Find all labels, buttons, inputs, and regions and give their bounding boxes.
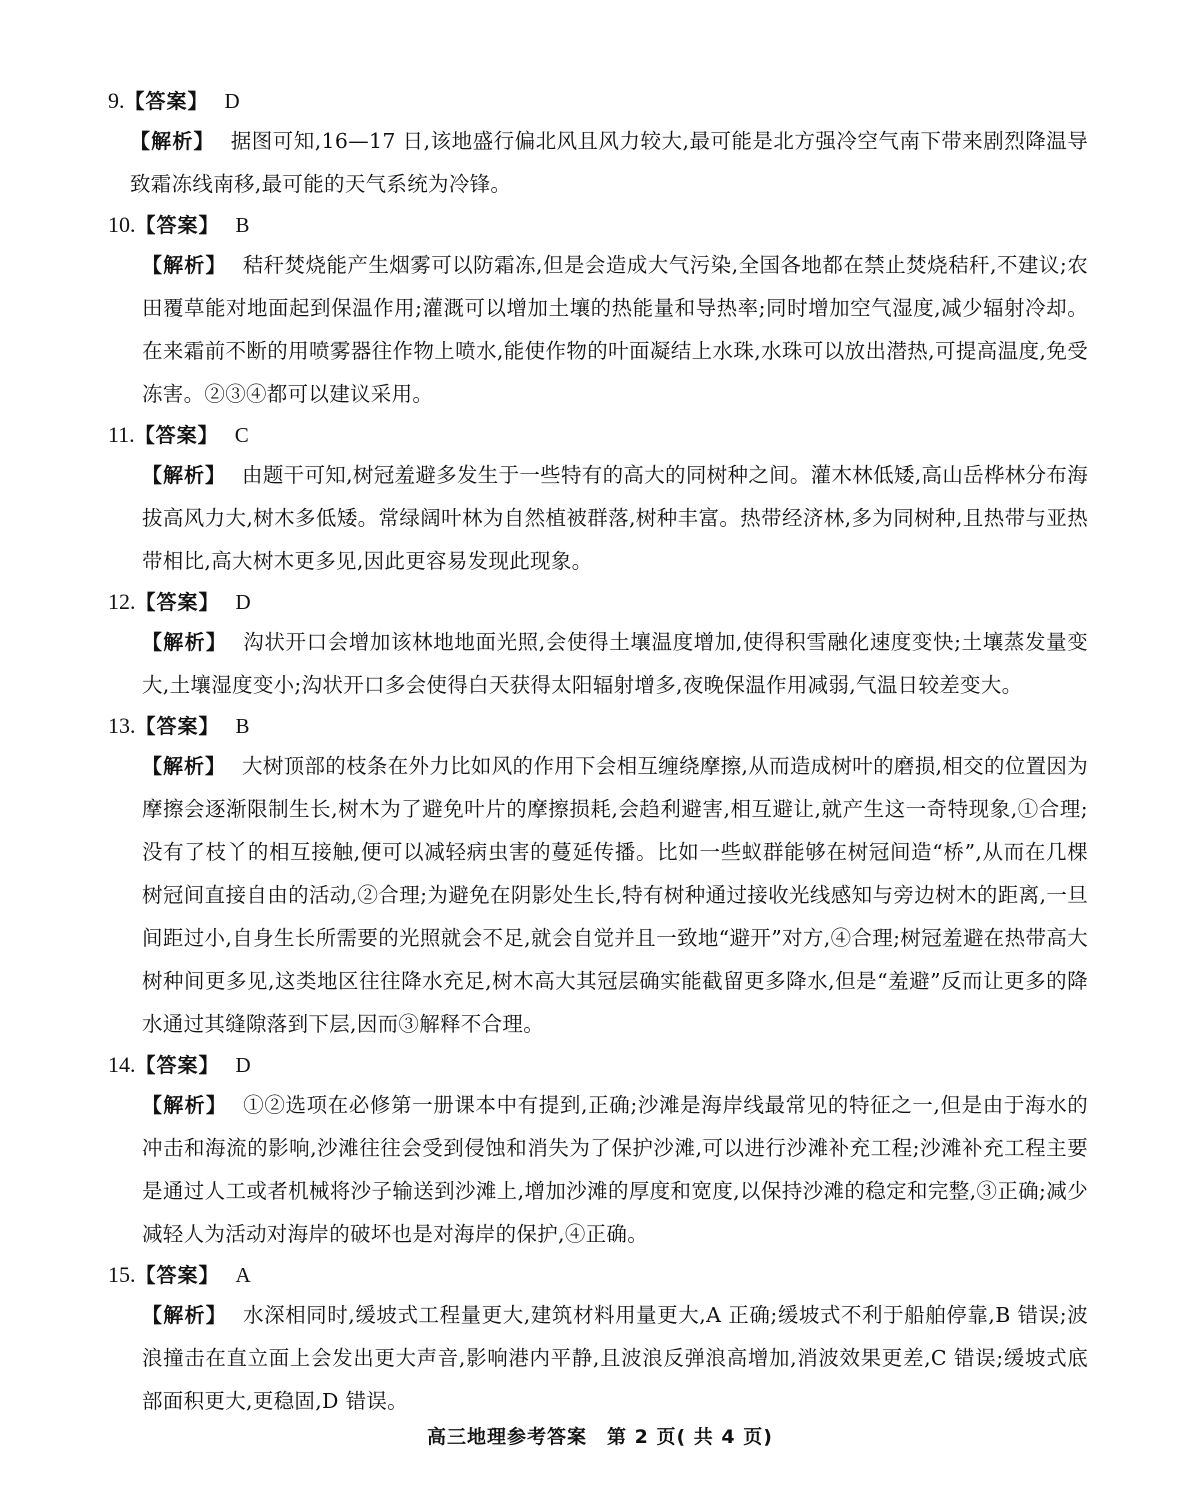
answer-choice: A	[235, 1263, 251, 1287]
answer-item-13	[108, 707, 1088, 1046]
question-number: 15.	[108, 1262, 136, 1287]
explanation-label: 【解析】	[142, 1093, 228, 1117]
explanation-paragraph	[108, 621, 1088, 707]
explanation-label: 【解析】	[142, 754, 227, 778]
question-number: 11.	[108, 422, 135, 447]
explanation-text: 沟状开口会增加该林地地面光照,会使得土壤温度增加,使得积雪融化速度变快;土壤蒸发量变大,土壤湿度变小;沟状开口多会使得白天获得太阳辐射增多,夜晚保温作用减弱,气温日较差变大。	[142, 630, 1088, 697]
answer-line	[108, 82, 1088, 120]
explanation-label: 【解析】	[142, 253, 227, 277]
answer-item-12	[108, 583, 1088, 707]
answer-label: 【答案】	[134, 423, 219, 447]
answer-choice: C	[234, 423, 249, 447]
question-number: 12.	[108, 589, 136, 614]
explanation-text: ①②选项在必修第一册课本中有提到,正确;沙滩是海岸线最常见的特征之一,但是由于海水的冲击和海流的影响,沙滩往往会受到侵蚀和消失为了保护沙滩,可以进行沙滩补充工程;沙滩补充工程主要是通过人工或者机械将沙子输送到沙滩上,增加沙滩的厚度和宽度,以保持沙滩的稳定和完整,③正确;减少减轻人为活动对海岸的破坏也是对海岸的保护,④正确。	[142, 1093, 1088, 1246]
question-number: 10.	[108, 212, 136, 237]
explanation-paragraph	[108, 244, 1088, 416]
answer-line	[108, 707, 1088, 745]
answer-item-9	[108, 82, 1088, 206]
explanation-paragraph	[108, 120, 1088, 206]
question-number: 9.	[108, 88, 125, 113]
answer-line	[108, 206, 1088, 244]
answer-item-15	[108, 1256, 1088, 1423]
explanation-paragraph	[108, 454, 1088, 583]
answer-line	[108, 583, 1088, 621]
answer-line	[108, 1256, 1088, 1294]
answer-label: 【答案】	[135, 1053, 220, 1077]
answer-label: 【答案】	[124, 89, 209, 113]
answer-item-11	[108, 416, 1088, 583]
answer-label: 【答案】	[135, 590, 220, 614]
answer-line	[108, 416, 1088, 454]
explanation-label: 【解析】	[142, 630, 228, 654]
answer-choice: D	[235, 1053, 251, 1077]
explanation-paragraph	[108, 1084, 1088, 1256]
answer-list	[108, 82, 1088, 1423]
answer-choice: D	[235, 590, 251, 614]
explanation-text: 由题干可知,树冠羞避多发生于一些特有的高大的同树种之间。灌木林低矮,高山岳桦林分布海拔高风力大,树木多低矮。常绿阔叶林为自然植被群落,树种丰富。热带经济林,多为同树种,且热带与亚热带相比,高大树木更多见,因此更容易发现此现象。	[142, 463, 1089, 573]
explanation-label: 【解析】	[142, 463, 227, 487]
explanation-text: 水深相同时,缓坡式工程量更大,建筑材料用量更大,A 正确;缓坡式不利于船舶停靠,B 错误;波浪撞击在直立面上会发出更大声音,影响港内平静,且波浪反弹浪高增加,消波效果更差,C 错误;缓坡式底部面积更大,更稳固,D 错误。	[142, 1303, 1089, 1413]
explanation-text: 据图可知,16—17 日,该地盛行偏北风且风力较大,最可能是北方强冷空气南下带来剧烈降温导致霜冻线南移,最可能的天气系统为冷锋。	[130, 129, 1089, 196]
explanation-text: 秸秆焚烧能产生烟雾可以防霜冻,但是会造成大气污染,全国各地都在禁止焚烧秸秆,不建议;农田覆草能对地面起到保温作用;灌溉可以增加土壤的热能量和导热率;同时增加空气湿度,减少辐射冷却。在来霜前不断的用喷雾器往作物上喷水,能使作物的叶面凝结上水珠,水珠可以放出潜热,可提高温度,免受冻害。②③④都可以建议采用。	[142, 253, 1088, 406]
question-number: 13.	[108, 713, 136, 738]
answer-label: 【答案】	[135, 1263, 220, 1287]
answer-choice: B	[235, 714, 250, 738]
answer-choice: B	[235, 213, 250, 237]
explanation-label: 【解析】	[130, 129, 215, 153]
answer-label: 【答案】	[135, 213, 220, 237]
explanation-label: 【解析】	[142, 1303, 228, 1327]
answer-item-14	[108, 1046, 1088, 1256]
explanation-paragraph	[108, 745, 1088, 1046]
answer-line	[108, 1046, 1088, 1084]
answer-label: 【答案】	[135, 714, 220, 738]
page-footer: 高三地理参考答案 第 2 页( 共 4 页)	[427, 1426, 773, 1448]
explanation-paragraph	[108, 1294, 1088, 1423]
answer-choice: D	[224, 89, 240, 113]
explanation-text: 大树顶部的枝条在外力比如风的作用下会相互缠绕摩擦,从而造成树叶的磨损,相交的位置因为摩擦会逐渐限制生长,树木为了避免叶片的摩擦损耗,会趋利避害,相互避让,就产生这一奇特现象,①合理;没有了枝丫的相互接触,便可以减轻病虫害的蔓延传播。比如一些蚁群能够在树冠间造“桥”,从而在几棵树冠间直接自由的活动,②合理;为避免在阴影处生长,特有树种通过接收光线感知与旁边树木的距离,一旦间距过小,自身生长所需要的光照就会不足,就会自觉并且一致地“避开”对方,④合理;树冠羞避在热带高大树种间更多见,这类地区往往降水充足,树木高大其冠层确实能截留更多降水,但是“羞避”反而让更多的降水通过其缝隙落到下层,因而③解释不合理。	[142, 754, 1089, 1036]
answer-item-10	[108, 206, 1088, 416]
question-number: 14.	[108, 1052, 136, 1077]
